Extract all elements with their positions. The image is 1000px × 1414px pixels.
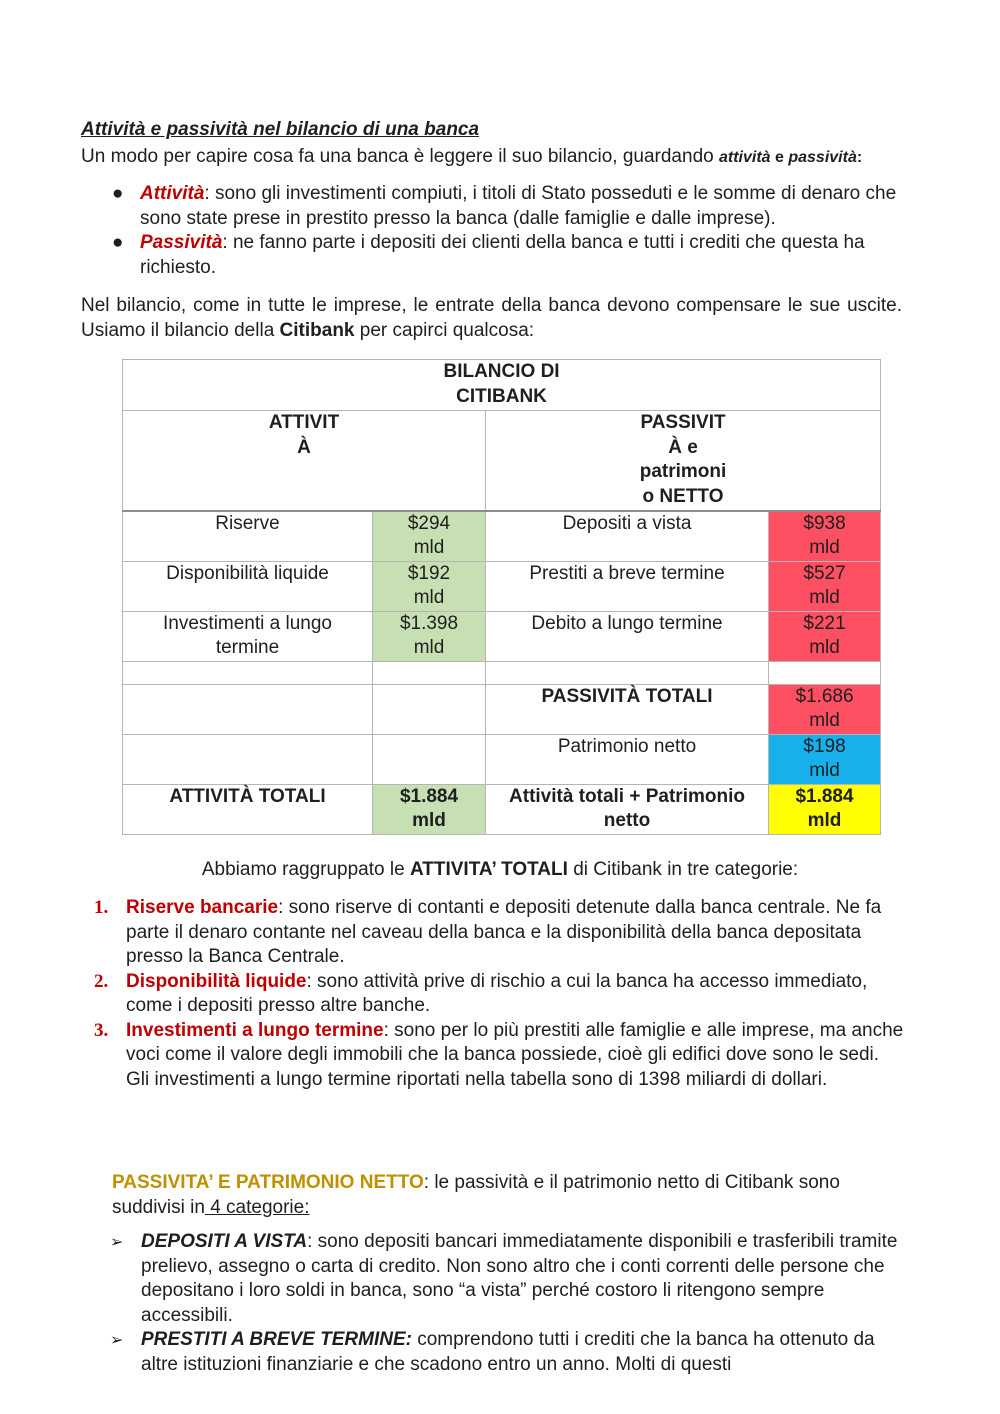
grouping-sentence: Abbiamo raggruppato le ATTIVITA’ TOTALI di Citibank in tre categorie: (201, 859, 799, 880)
table-row (123, 784, 881, 834)
liability-term: DEPOSITI A VISTA (141, 1231, 308, 1252)
category-term: Disponibilità liquide (126, 970, 307, 992)
liability-label: Prestiti a breve termine (486, 561, 769, 611)
list-number: 2. (94, 970, 109, 992)
definition-term: Attività (140, 183, 205, 204)
liability-label: Depositi a vista (486, 511, 769, 562)
liability-value: $938 mld (769, 511, 881, 562)
intro-paragraph (81, 145, 961, 171)
category-text: : sono riserve di contanti e depositi detenute dalla banca centrale. Ne fa parte il denaro contante nel caveau della banca e la disponibilità della banca depositata presso la Banca Centrale. (126, 897, 882, 967)
asset-value: $294 mld (373, 511, 486, 562)
category-term: Riserve bancarie (126, 897, 279, 918)
para-text: Nel bilancio, come in tutte le imprese, le entrate della banca devono compensare le sue uscite. Usiamo il bilancio della (81, 295, 902, 341)
table-row (123, 611, 881, 661)
list-item (110, 182, 900, 231)
arrow-bullet-icon: ➢ (110, 1330, 124, 1349)
asset-categories-list (94, 896, 906, 1092)
table-row (123, 561, 881, 611)
list-number: 1. (94, 897, 109, 918)
asset-value: $1.398 mld (373, 611, 486, 661)
liabilities-section-title: PASSIVITA’ E PATRIMONIO NETTO (112, 1172, 424, 1193)
table-row (123, 511, 881, 562)
section-heading: Attività e passività nel bilancio di una banca (81, 119, 480, 140)
asset-label: Riserve (123, 511, 373, 562)
asset-label: Disponibilità liquide (123, 561, 373, 611)
balance-intro-paragraph (81, 294, 902, 343)
liability-text: : sono depositi bancari immediatamente disponibili e trasferibili tramite prelievo, assegno o carta di credito. Non sono altro che i conti correnti delle persone che depositano i loro soldi in banca, sono “a vista” perché costoro li ritengono sempre accessibili. (141, 1231, 898, 1326)
liability-value: $221 mld (769, 611, 881, 661)
list-number: 3. (94, 1019, 109, 1041)
list-item (110, 1230, 900, 1328)
asset-label: Investimenti a lungo termine (123, 611, 373, 661)
definition-term: Passività (140, 232, 223, 253)
liability-label: Debito a lungo termine (486, 611, 769, 661)
sum-value: $1.884 mld (769, 784, 881, 834)
list-item (110, 231, 900, 280)
list-item (110, 1328, 900, 1377)
grouping-bold: ATTIVITA’ TOTALI (409, 859, 568, 880)
intro-passivita: passività (788, 149, 857, 166)
list-item (94, 896, 906, 970)
intro-e: e (770, 149, 789, 166)
categories-underlined: 4 categorie: (204, 1196, 310, 1218)
list-item (94, 1019, 906, 1093)
bullet-icon: ● (112, 183, 124, 204)
liability-value: $527 mld (769, 561, 881, 611)
total-liabilities-label: PASSIVITÀ TOTALI (486, 684, 769, 734)
arrow-bullet-icon: ➢ (110, 1232, 124, 1251)
liability-term: PRESTITI A BREVE TERMINE: (141, 1329, 412, 1350)
table-row-empty (123, 661, 881, 684)
total-assets-label: ATTIVITÀ TOTALI (123, 784, 373, 834)
definition-text: : ne fanno parte i depositi dei clienti della banca e tutti i crediti che questa ha richiesto. (140, 232, 865, 278)
intro-attivita: attività (718, 149, 771, 166)
category-term: Investimenti a lungo termine (126, 1019, 384, 1041)
definitions-list (110, 182, 900, 280)
liabilities-section-intro: PASSIVITA’ E PATRIMONIO NETTO: le passività e il patrimonio netto di Citibank sono suddivisi in 4 categorie: (112, 1172, 840, 1218)
balance-sheet-table (122, 359, 881, 835)
intro-colon: : (856, 149, 863, 166)
total-assets-value: $1.884 mld (373, 784, 486, 834)
table-row (123, 734, 881, 784)
list-item (94, 970, 906, 1019)
equity-value: $198 mld (769, 734, 881, 784)
intro-text: Un modo per capire cosa fa una banca è leggere il suo bilancio, guardando (81, 146, 719, 167)
table-row (123, 684, 881, 734)
citibank-bold: Citibank (279, 319, 355, 341)
asset-value: $192 mld (373, 561, 486, 611)
category-text: : sono attività prive di rischio a cui la banca ha accesso immediato, come i depositi presso altre banche. (126, 970, 868, 1016)
para-text: per capirci qualcosa: (354, 319, 535, 341)
liability-text: comprendono tutti i crediti che la banca ha ottenuto da altre istituzioni finanziarie e che scadono entro un anno. Molti di questi (141, 1329, 875, 1375)
assets-header: ATTIVIT À (123, 411, 486, 511)
table-title: BILANCIO DI CITIBANK (123, 360, 881, 411)
liabilities-list (110, 1230, 900, 1377)
bullet-icon: ● (112, 232, 124, 253)
total-liabilities-value: $1.686 mld (769, 684, 881, 734)
equity-label: Patrimonio netto (486, 734, 769, 784)
definition-text: : sono gli investimenti compiuti, i titoli di Stato posseduti e le somme di denaro che sono state prese in prestito presso la banca (dalle famiglie e dalle imprese). (140, 183, 897, 229)
sum-label: Attività totali + Patrimonio netto (486, 784, 769, 834)
category-text: : sono per lo più prestiti alle famiglie e alle imprese, ma anche voci come il valore degli immobili che la banca possiede, cioè gli edifici dove sono le sedi. Gli investimenti a lungo termine riportati nella tabella sono di 1398 miliardi di dollari. (126, 1019, 904, 1090)
liabilities-header: PASSIVIT À e patrimoni o NETTO (486, 411, 881, 511)
